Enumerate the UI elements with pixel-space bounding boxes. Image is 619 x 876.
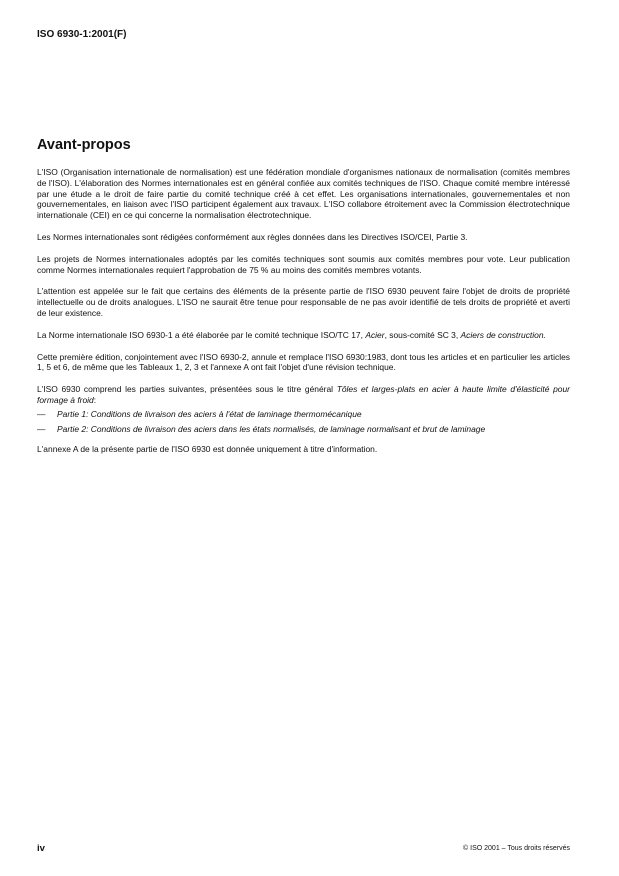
- list-item-text: Partie 2: Conditions de livraison des aciers dans les états normalisés, de laminage normalisant et brut de laminage: [57, 423, 486, 434]
- committee-text: La Norme internationale ISO 6930-1 a été élaborée par le comité technique ISO/TC 17,: [37, 329, 366, 340]
- general-title: Tôles et larges-plats en acier à haute limite d'élasticité pour formage à froid: [37, 384, 570, 405]
- list-item: [37, 409, 570, 420]
- parts-intro-text: L'ISO 6930 comprend les parties suivantes, présentées sous le titre général: [37, 384, 337, 395]
- parts-intro-colon: :: [93, 394, 97, 405]
- paragraph-annex: L'annexe A de la présente partie de l'ISO 6930 est donnée uniquement à titre d'information.: [37, 444, 378, 455]
- committee-name: Acier: [365, 329, 385, 340]
- parts-list: [37, 409, 570, 435]
- paragraph-committee: [37, 330, 570, 341]
- list-item: [37, 424, 570, 435]
- foreword-body: [37, 167, 570, 466]
- paragraph-iso-organisation: L'ISO (Organisation internationale de normalisation) est une fédération mondiale d'organismes nationaux de normalisation (comités membres de l'ISO). L'élaboration des Normes internationales est en général confiée aux comités techniques de l'ISO. Chaque comité membre intéressé par une étude a le droit de faire partie du comité technique créé à cet effet. Les organisations internationales, gouvernementales et non gouvernementales, en liaison avec l'ISO participent également aux travaux. L'ISO collabore étroitement avec la Commission électrotechnique internationale (CEI) en ce qui concerne la normalisation électrotechnique.: [37, 167, 570, 221]
- dash-bullet: —: [37, 423, 46, 434]
- standard-id-header: ISO 6930-1:2001(F): [37, 29, 127, 40]
- list-item-text: Partie 1: Conditions de livraison des aciers à l'état de laminage thermomécanique: [57, 408, 362, 419]
- paragraph-patent-rights: L'attention est appelée sur le fait que certains des éléments de la présente partie de l'ISO 6930 peuvent faire l'objet de droits de propriété intellectuelle ou de droits analogues. L'ISO ne saurait être tenue pour responsable de ne pas avoir identifié de tels droits de propriété et averti de leur existence.: [37, 286, 570, 318]
- copyright-notice: © ISO 2001 – Tous droits réservés: [463, 845, 570, 852]
- paragraph-directives: Les Normes internationales sont rédigées conformément aux règles données dans les Directives ISO/CEI, Partie 3.: [37, 231, 468, 242]
- paragraph-edition: Cette première édition, conjointement avec l'ISO 6930-2, annule et remplace l'ISO 6930:1983, dont tous les articles et en particulier les articles 1, 5 et 6, de même que les Tableaux 1, 2, 3 et l'annexe A ont fait l'objet d'une révision technique.: [37, 351, 570, 373]
- page-title: Avant-propos: [37, 137, 131, 153]
- subcommittee-name: Aciers de construction.: [460, 329, 546, 340]
- page-number: iv: [37, 843, 45, 854]
- dash-bullet: —: [37, 408, 46, 419]
- paragraph-voting: Les projets de Normes internationales adoptés par les comités techniques sont soumis aux comités membres pour vote. Leur publication comme Normes internationales requiert l'approbation de 75 % au moins des comités membres votants.: [37, 253, 570, 275]
- committee-text-2: , sous-comité SC 3,: [384, 329, 461, 340]
- paragraph-parts-intro: [37, 384, 570, 406]
